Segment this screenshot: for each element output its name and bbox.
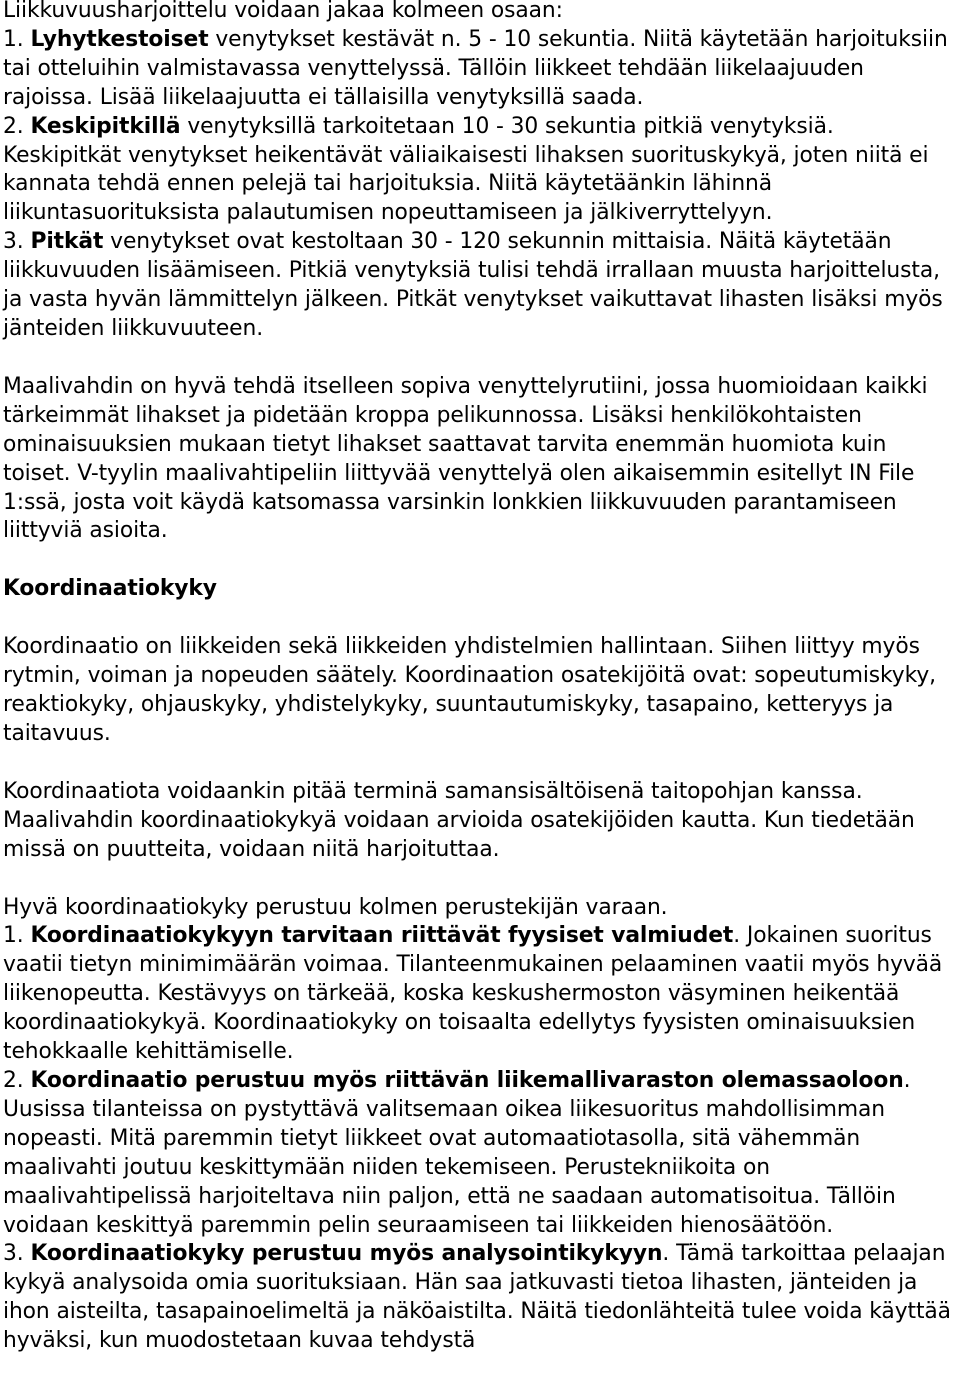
item-2-number: 2. (3, 113, 31, 139)
factor-1-text: . Jokainen suoritus vaatii tietyn minimimäärän voimaa. Tilanteenmukainen pelaaminen vaatii myös hyvää liikenopeutta. Kestävyys on tärkeää, koska keskushermoston väsyminen heikentää koordinaatiokykyä. Koordinaatiokyky on toisaalta edellytys fyysisten ominaisuuksien tehokkaalle kehittämiselle. (3, 923, 943, 1065)
factor-3-text: . Tämä tarkoittaa pelaajan kykyä analysoida omia suorituksiaan. Hän saa jatkuvasti tietoa lihasten, jänteiden ja ihon aisteilta, tasapainoelimeltä ja näköaistilta. Näitä tiedonlähteitä tulee voida käyttää hyväksi, kun muodostetaan kuvaa tehdystä (3, 1241, 951, 1354)
document-page (3, 0, 958, 1356)
item-1-number: 1. (3, 26, 31, 52)
item-3-bold: Pitkät (30, 229, 104, 255)
stretching-intro: Liikkuvuusharjoittelu voidaan jakaa kolmeen osaan: (3, 0, 563, 23)
factor-3-bold: Koordinaatiokyky perustuu myös analysointikykyyn (30, 1241, 663, 1267)
factor-2-text: . Uusissa tilanteissa on pystyttävä valitsemaan oikea liikesuoritus mahdollisimman nopeasti. Mitä paremmin tietyt liikkeet ovat automaatiotasolla, sitä vähemmän maalivahti joutuu keskittymään niiden tekemiseen. Perustekniikoita on maalivahtipelissä harjoiteltava niin paljon, että ne saadaan automatisoitua. Tällöin voidaan keskittyä paremmin pelin seuraamiseen tai liikkeiden hienosäätöön. (3, 1068, 911, 1238)
coordination-factors-paragraph (3, 894, 958, 1357)
factors-intro: Hyvä koordinaatiokyky perustuu kolmen perustekijän varaan. (3, 894, 668, 920)
item-1-bold: Lyhytkestoiset (30, 26, 209, 52)
item-2-bold: Keskipitkillä (30, 113, 181, 139)
factor-1-bold: Koordinaatiokykyyn tarvitaan riittävät fyysiset valmiudet (30, 923, 734, 949)
item-2-text: venytyksillä tarkoitetaan 10 - 30 sekuntia pitkiä venytyksiä. Keskipitkät venytykset heikentävät väliaikaisesti lihaksen suorituskykyä, joten niitä ei kannata tehdä ennen pelejä tai harjoituksia. Niitä käytetäänkin lähinnä liikuntasuorituksista palautumisen nopeuttamiseen ja jälkiverryttelyyn. (3, 113, 929, 226)
item-3-number: 3. (3, 229, 31, 255)
section-heading: Koordinaatiokyky (3, 576, 217, 602)
factor-3-number: 3. (3, 1241, 31, 1267)
goalkeeper-stretching-paragraph: Maalivahdin on hyvä tehdä itselleen sopiva venyttelyrutiini, jossa huomioidaan kaikki tärkeimmät lihakset ja pidetään kroppa pelikunnossa. Lisäksi henkilökohtaisten ominaisuuksien mukaan tietyt lihakset saattavat tarvita enemmän huomiota kuin toiset. V-tyylin maalivahtipeliin liittyvää venyttelyä olen aikaisemmin esitellyt IN File 1:ssä, josta voit käydä katsomassa varsinkin lonkkien liikkuvuuden parantamiseen liittyviä asioita. (3, 373, 928, 544)
item-3-text: venytykset ovat kestoltaan 30 - 120 sekunnin mittaisia. Näitä käytetään liikkuvuuden lisäämiseen. Pitkiä venytyksiä tulisi tehdä irrallaan muusta harjoittelusta, ja vasta hyvän lämmittelyn jälkeen. Pitkät venytykset vaikuttavat lihasten lisäksi myös jänteiden liikkuvuuteen. (3, 229, 943, 341)
coordination-definition-paragraph: Koordinaatio on liikkeiden sekä liikkeiden yhdistelmien hallintaan. Siihen liittyy myös rytmin, voiman ja nopeuden säätely. Koordinaation osatekijöitä ovat: sopeutumiskyky, reaktiokyky, ohjauskyky, yhdistelykyky, suuntautumiskyky, tasapaino, ketteryys ja taitavuus. (3, 634, 936, 746)
factor-1-number: 1. (3, 923, 31, 949)
item-1-text: venytykset kestävät n. 5 - 10 sekuntia. Niitä käytetään harjoituksiin tai otteluihin valmistavassa venyttelyssä. Tällöin liikkeet tehdään liikelaajuuden rajoissa. Lisää liikelaajuutta ei tällaisilla venytyksillä saada. (3, 26, 948, 110)
stretching-types-paragraph (3, 0, 958, 344)
factor-2-bold: Koordinaatio perustuu myös riittävän liikemallivaraston olemassaoloon (30, 1068, 904, 1093)
factor-2-number: 2. (3, 1068, 31, 1093)
coordination-skill-paragraph: Koordinaatiota voidaankin pitää terminä samansisältöisenä taitopohjan kanssa. Maalivahdin koordinaatiokykyä voidaan arvioida osatekijöiden kautta. Kun tiedetään missä on puutteita, voidaan niitä harjoituttaa. (3, 778, 915, 862)
